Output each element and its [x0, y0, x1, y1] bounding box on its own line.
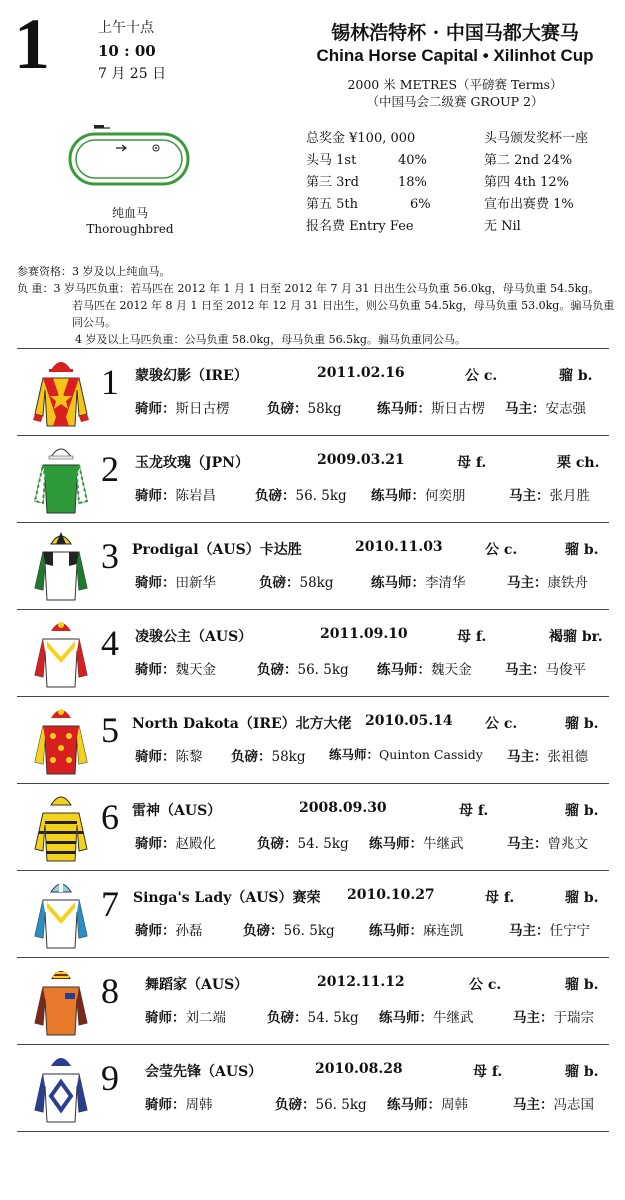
trainer-name: 李清华	[425, 575, 466, 591]
jockey-name: 陈岩昌	[175, 488, 216, 504]
jockey	[135, 832, 216, 852]
horse-dob: 2010.10.27	[347, 887, 435, 903]
jockey	[135, 658, 216, 678]
jockey-name: 斯日古楞	[175, 401, 230, 417]
weight-label: 负磅：	[231, 749, 272, 765]
jockey-label: 骑师：	[135, 575, 176, 591]
weight-value: 58kg	[299, 575, 334, 591]
horse-color: 栗 ch.	[557, 455, 600, 471]
weight	[275, 1093, 367, 1113]
trainer-name: 牛继武	[433, 1010, 474, 1026]
horse-name: 玉龙玫瑰（JPN）	[135, 455, 249, 471]
horse-number: 4	[101, 623, 119, 663]
horse-color: 骝 b.	[565, 803, 599, 819]
owner-label: 马主：	[507, 749, 548, 765]
horse-sex: 公 c.	[469, 977, 502, 993]
horse-number: 1	[101, 362, 119, 402]
horse-sex: 母 f.	[473, 1064, 503, 1080]
entry-fee-nil: 无 Nil	[484, 219, 521, 234]
trainer-name: 麻连凯	[423, 923, 464, 939]
trainer	[329, 745, 483, 763]
jockey	[145, 1006, 226, 1026]
jockey-label: 骑师：	[135, 662, 176, 678]
trainer-name: Quinton Cassidy	[379, 747, 483, 762]
jockey-name: 田新华	[175, 575, 216, 591]
horse-sex: 公 c.	[465, 368, 498, 384]
horse-row	[17, 435, 609, 522]
prize-1st-pct: 40%	[398, 153, 427, 168]
trainer	[371, 484, 466, 504]
horse-name: 雷神（AUS）	[132, 803, 222, 819]
owner	[507, 571, 588, 591]
owner	[513, 1006, 594, 1026]
horse-name: Singa's Lady（AUS）赛荣	[133, 890, 321, 906]
weight-label: 负磅：	[259, 575, 300, 591]
weight	[243, 919, 335, 939]
horse-dob: 2010.11.03	[355, 539, 443, 555]
trainer	[387, 1093, 468, 1113]
prize-5th-label: 第五 5th	[306, 197, 359, 212]
horse-number: 8	[101, 971, 119, 1011]
weight-label: 负磅：	[257, 662, 298, 678]
trainer-name: 魏天金	[431, 662, 472, 678]
divider	[17, 1131, 609, 1132]
race-title-en: China Horse Capital • Xilinhot Cup	[316, 46, 594, 65]
prize-right	[484, 128, 588, 238]
owner	[507, 832, 588, 852]
weight-value: 54. 5kg	[297, 836, 349, 852]
horse-name: 蒙骏幻影（IRE）	[135, 368, 248, 384]
trainer	[377, 658, 472, 678]
horse-row	[17, 870, 609, 957]
entry-fee: 报名费 Entry Fee	[306, 219, 414, 234]
prize-2nd: 第二 2nd 24%	[484, 153, 573, 168]
horse-row	[17, 696, 609, 783]
weight	[259, 571, 334, 591]
owner-label: 马主：	[505, 662, 546, 678]
weight-label: 负磅：	[257, 836, 298, 852]
horse-sex: 母 f.	[457, 629, 487, 645]
trainer-label: 练马师：	[369, 836, 423, 852]
declare-fee: 宣布出赛费 1%	[484, 197, 574, 212]
prize-1st	[306, 150, 431, 172]
prize-3rd-label: 第三 3rd	[306, 175, 359, 190]
horse-number: 9	[101, 1058, 119, 1098]
horse-color: 骝 b.	[565, 542, 599, 558]
horse-dob: 2009.03.21	[317, 452, 405, 468]
horse-sex: 公 c.	[485, 716, 518, 732]
jockey	[135, 397, 230, 417]
horse-color: 骝 b.	[565, 977, 599, 993]
trainer-name: 周韩	[441, 1097, 468, 1113]
jockey-label: 骑师：	[135, 923, 176, 939]
horse-name: North Dakota（IRE）北方大佬	[132, 716, 352, 732]
weight-label: 负磅：	[267, 1010, 308, 1026]
owner-label: 马主：	[509, 923, 550, 939]
prize-cup: 头马颁发奖杯一座	[484, 131, 589, 146]
weight-label: 负磅：	[275, 1097, 316, 1113]
horse-color: 骝 b.	[565, 890, 599, 906]
weight	[255, 484, 347, 504]
owner	[509, 484, 590, 504]
jockey-label: 骑师：	[135, 836, 176, 852]
weight-label: 负磅：	[243, 923, 284, 939]
horse-name: 凌骏公主（AUS）	[135, 629, 253, 645]
trainer-name: 斯日古楞	[431, 401, 485, 417]
race-time: 10 : 00	[98, 42, 156, 60]
owner-name: 任宁宁	[549, 923, 590, 939]
trainer-label: 练马师：	[371, 575, 425, 591]
prize-3rd-pct: 18%	[398, 175, 427, 190]
jockey	[135, 571, 216, 591]
prize-total: 总奖金 ¥100, 000	[306, 131, 416, 146]
horse-row	[17, 348, 609, 435]
prize-5th	[306, 194, 431, 216]
trainer	[369, 919, 464, 939]
breed-en: Thoroughbred	[86, 222, 174, 236]
horse-number: 2	[101, 449, 119, 489]
jockey-silk-icon	[29, 530, 93, 602]
horse-color: 骝 b.	[559, 368, 593, 384]
owner-name: 康铁舟	[547, 575, 588, 591]
owner	[507, 745, 588, 765]
horse-dob: 2010.05.14	[365, 713, 453, 729]
horse-number: 3	[101, 536, 119, 576]
prize-5th-pct: 6%	[410, 197, 431, 212]
weight	[257, 832, 349, 852]
owner	[505, 397, 586, 417]
breed-label	[70, 205, 190, 237]
jockey-silk-icon	[29, 878, 93, 950]
horse-sex: 母 f.	[485, 890, 515, 906]
horse-name: Prodigal（AUS）卡达胜	[132, 542, 302, 558]
jockey-label: 骑师：	[145, 1010, 186, 1026]
owner-label: 马主：	[513, 1097, 554, 1113]
weight-value: 56. 5kg	[315, 1097, 367, 1113]
jockey-name: 陈黎	[175, 749, 203, 765]
weight-value: 56. 5kg	[297, 662, 349, 678]
jockey-silk-icon	[29, 617, 93, 689]
horse-number: 6	[101, 797, 119, 837]
horse-row	[17, 522, 609, 609]
race-time-block	[98, 18, 166, 84]
jockey-name: 孙磊	[175, 923, 203, 939]
owner-name: 张月胜	[549, 488, 590, 504]
eligibility	[17, 263, 617, 348]
eligibility-line1: 参赛资格：3 岁及以上纯血马。	[17, 265, 171, 278]
race-number: 1	[14, 4, 50, 84]
eligibility-line2: 负 重：3 岁马匹负重：若马匹在 2012 年 1 月 1 日至 2012 年 7 月 31 日出生公马负重 56.0kg，母马负重 54.5kg。	[17, 282, 600, 295]
horse-color: 褐骝 br.	[549, 629, 603, 645]
horse-color: 骝 b.	[565, 716, 599, 732]
jockey-name: 周韩	[185, 1097, 213, 1113]
horse-dob: 2011.02.16	[317, 365, 405, 381]
prize-4th: 第四 4th 12%	[484, 175, 570, 190]
weight	[267, 1006, 359, 1026]
horse-sex: 公 c.	[485, 542, 518, 558]
time-zh: 上午十点	[98, 20, 154, 36]
weight-value: 58kg	[307, 401, 342, 417]
horse-dob: 2008.09.30	[299, 800, 387, 816]
eligibility-line3: 若马匹在 2012 年 8 月 1 日至 2012 年 12 月 31 日出生，则公马负重 54.5kg，母马负重 53.0kg。骟马负重同公马。	[72, 299, 615, 329]
weight-label: 负磅：	[267, 401, 308, 417]
trainer	[377, 397, 485, 417]
jockey-silk-icon	[29, 791, 93, 863]
horse-color: 骝 b.	[565, 1064, 599, 1080]
owner-label: 马主：	[507, 836, 548, 852]
trainer-label: 练马师：	[371, 488, 425, 504]
owner-name: 安志强	[545, 401, 586, 417]
jockey	[135, 745, 203, 765]
jockey	[145, 1093, 213, 1113]
trainer-label: 练马师：	[377, 401, 431, 417]
owner-label: 马主：	[509, 488, 550, 504]
grade-text: （中国马会二级赛 GROUP 2）	[366, 94, 544, 109]
weight	[267, 397, 342, 417]
owner-name: 冯志国	[553, 1097, 594, 1113]
trainer-label: 练马师：	[369, 923, 423, 939]
owner-name: 马俊平	[545, 662, 586, 678]
jockey-name: 赵殿化	[175, 836, 216, 852]
jockey-label: 骑师：	[135, 749, 176, 765]
weight-value: 56. 5kg	[295, 488, 347, 504]
race-date: 7 月 25 日	[98, 66, 167, 82]
prize-1st-label: 头马 1st	[306, 153, 357, 168]
track-diagram	[64, 120, 194, 190]
jockey-name: 刘二端	[185, 1010, 226, 1026]
owner-label: 马主：	[505, 401, 546, 417]
jockey	[135, 484, 216, 504]
jockey-silk-icon	[29, 356, 93, 428]
owner-label: 马主：	[513, 1010, 554, 1026]
jockey-label: 骑师：	[135, 401, 176, 417]
horse-row	[17, 609, 609, 696]
horse-number: 5	[101, 710, 119, 750]
horse-sex: 母 f.	[457, 455, 487, 471]
owner-name: 于瑞宗	[553, 1010, 594, 1026]
horse-sex: 母 f.	[459, 803, 489, 819]
trainer	[369, 832, 464, 852]
prize-3rd	[306, 172, 431, 194]
horse-dob: 2011.09.10	[320, 626, 408, 642]
owner-name: 张祖德	[547, 749, 588, 765]
trainer-label: 练马师：	[377, 662, 431, 678]
horse-number: 7	[101, 884, 119, 924]
owner-name: 曾兆文	[547, 836, 588, 852]
owner	[513, 1093, 594, 1113]
owner	[509, 919, 590, 939]
trainer-name: 牛继武	[423, 836, 464, 852]
horse-row	[17, 783, 609, 870]
race-distance	[300, 76, 610, 110]
distance-text: 2000 米 METRES（平磅赛 Terms）	[347, 77, 563, 92]
weight-label: 负磅：	[255, 488, 296, 504]
horse-dob: 2012.11.12	[317, 974, 405, 990]
jockey-silk-icon	[29, 1052, 93, 1124]
horse-row	[17, 1044, 609, 1131]
breed-zh: 纯血马	[111, 206, 148, 220]
weight	[231, 745, 306, 765]
owner	[505, 658, 586, 678]
weight	[257, 658, 349, 678]
jockey-label: 骑师：	[145, 1097, 186, 1113]
jockey-silk-icon	[29, 443, 93, 515]
jockey-silk-icon	[29, 704, 93, 776]
weight-value: 58kg	[271, 749, 306, 765]
jockey-label: 骑师：	[135, 488, 176, 504]
trainer-label: 练马师：	[379, 1010, 433, 1026]
jockey-name: 魏天金	[175, 662, 216, 678]
race-title-zh: 锡林浩特杯 · 中国马都大赛马	[331, 22, 579, 44]
horse-dob: 2010.08.28	[315, 1061, 403, 1077]
trainer-name: 何奕朋	[425, 488, 466, 504]
prize-left	[306, 128, 431, 238]
eligibility-line4: 4 岁及以上马匹负重：公马负重 58.0kg，母马负重 56.5kg。骟马负重同公马。	[75, 333, 466, 346]
trainer-label: 练马师：	[387, 1097, 441, 1113]
weight-value: 54. 5kg	[307, 1010, 359, 1026]
owner-label: 马主：	[507, 575, 548, 591]
horse-name: 会莹先锋（AUS）	[145, 1064, 263, 1080]
horse-row	[17, 957, 609, 1044]
trainer	[371, 571, 466, 591]
jockey	[135, 919, 203, 939]
weight-value: 56. 5kg	[283, 923, 335, 939]
jockey-silk-icon	[29, 965, 93, 1037]
trainer	[379, 1006, 474, 1026]
trainer-label: 练马师：	[329, 747, 380, 762]
horse-name: 舞蹈家（AUS）	[145, 977, 249, 993]
